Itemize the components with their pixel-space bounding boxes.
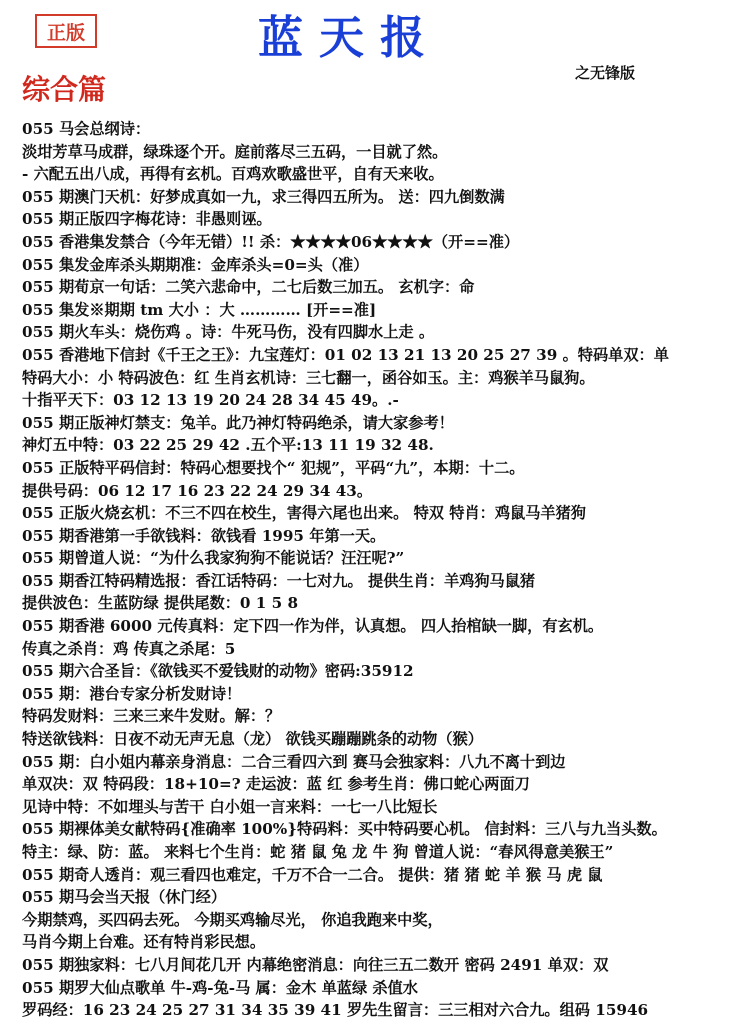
text-line: 特码发财料：三来三来牛发财。解：？ [22, 707, 281, 726]
text-line: 淡坩芳草马成群，绿珠逐个开。庭前落尽三五码，一目就了然。 [22, 142, 448, 161]
text-line: 055 期正版神灯禁支：兔羊。此乃神灯特码绝杀，请大家参考！ [22, 413, 454, 432]
edition-label: 之无锋版 [575, 64, 636, 82]
text-line: 055 期香港第一手欲钱料：欲钱看 1995 年第一天。 [22, 526, 386, 545]
text-line: 今期禁鸡，买四码去死。 今期买鸡输尽光， 你追我跑来中奖， [22, 910, 443, 929]
text-line: 055 期香江特码精选报：香江话特码：一七对九。 提供生肖：羊鸡狗马鼠猪 [22, 571, 536, 590]
content-lines [22, 118, 736, 1022]
text-line: 马肖今期上台难。还有特肖彩民想。 [22, 933, 265, 952]
text-line: 罗码经：16 23 24 25 27 31 34 35 39 41 罗先生留言：三三相对六合九。组码 15946 [22, 1001, 649, 1020]
text-line: 055 期：白小姐内幕亲身消息：二合三看四六到 赛马会独家料：八九不离十到边 [22, 752, 566, 771]
text-line: 055 期六合圣旨：《欲钱买不爱钱财的动物》密码:35912 [22, 662, 414, 681]
newspaper-title: 蓝天报 [258, 11, 442, 64]
text-line: 055 期马会当天报（休门经） [22, 888, 227, 907]
text-line: 特送欲钱料：日夜不动无声无息（龙） 欲钱买蹦蹦跳条的动物（猴） [22, 730, 483, 749]
text-line: 见诗中特：不如埋头与苦干 白小姐一言来料：一七一八比短长 [22, 797, 438, 816]
text-line: 055 集发金库杀头期期准：金库杀头=0=头（准） [22, 255, 369, 274]
text-line: 传真之杀肖：鸡 传真之杀尾：5 [22, 639, 236, 658]
text-line: 提供号码：06 12 17 16 23 22 24 29 34 43。 [22, 481, 373, 500]
text-line: 055 正版火烧玄机：不三不四在校生，害得六尾也出来。 特双 特肖：鸡鼠马羊猪狗 [22, 504, 586, 523]
text-line: 055 期罗大仙点歌单 牛-鸡-兔-马 属：金木 单蓝绿 杀值水 [22, 978, 418, 997]
text-line: 055 期独家料：七八月间花几开 内幕绝密消息：向往三五二数开 密码 2491 单双：双 [22, 955, 609, 974]
text-line: 特码大小：小 特码波色：红 生肖玄机诗：三七翻一，函谷如玉。主：鸡猴羊马鼠狗。 [22, 368, 595, 387]
text-line: 055 期澳门天机：好梦成真如一九，求三得四五所为。 送：四九倒数满 [22, 187, 505, 206]
text-line: 055 正版特平码信封：特码心想要找个“ 犯规”，平码“九”，本期：十二。 [22, 458, 525, 477]
text-line: 055 期正版四字梅花诗：非愚则诬。 [22, 210, 272, 229]
text-line: 单双决：双 特码段：18+10=? 走运波：蓝 红 参考生肖：佛口蛇心两面刀 [22, 775, 530, 794]
text-line: - 六配五出八成，再得有玄机。百鸡欢歌盛世平，自有天来收。 [22, 165, 444, 184]
text-line: 055 期荀京一句话：二笑六悲命中，二七后数三加五。 玄机字：命 [22, 278, 475, 297]
section-title: 综合篇 [22, 73, 107, 106]
text-line: 055 期火车头：烧伤鸡 。诗：牛死马伤，没有四脚水上走 。 [22, 323, 435, 342]
text-line: 提供波色：生蓝防绿 提供尾数：0 1 5 8 [22, 594, 299, 613]
text-line: 055 马会总纲诗： [22, 120, 151, 138]
text-line: 055 期裸体美女献特码{准确率 100%}特码料：买中特码要心机。 信封料：三八与九当头数。 [22, 820, 667, 839]
genuine-stamp: 正版 [35, 14, 97, 48]
text-line: 055 期香港 6000 元传真料：定下四一作为伴，认真想。 四人抬棺缺一脚，有玄机。 [22, 617, 604, 636]
text-line: 055 香港集发禁合（今年无错）!! 杀：★★★★06★★★★（开==准） [22, 232, 520, 251]
text-line: 十指平天下：03 12 13 19 20 24 28 34 45 49。.- [22, 391, 399, 410]
text-line: 特主：绿、防：蓝。 来料七个生肖：蛇 猪 鼠 兔 龙 牛 狗 曾道人说：“春风得意美猴王” [22, 843, 614, 861]
text-line: 055 集发※期期 tm 大小 ：大 ………… [开==准] [22, 300, 377, 319]
text-line: 神灯五中特：03 22 25 29 42 .五个平:13 11 19 32 48. [22, 436, 434, 455]
text-line: 055 期曾道人说：“为什么我家狗狗不能说话？汪汪呢?” [22, 549, 405, 568]
text-line: 055 期：港台专家分析发财诗！ [22, 684, 242, 703]
text-line: 055 期奇人透肖：观三看四也难定，千万不合一二合。 提供：猪 猪 蛇 羊 猴 马 虎 鼠 [22, 865, 603, 884]
text-line: 055 香港地下信封《千王之王》：九宝莲灯：01 02 13 21 13 20 25 27 39 。特码单双：单 [22, 345, 669, 364]
